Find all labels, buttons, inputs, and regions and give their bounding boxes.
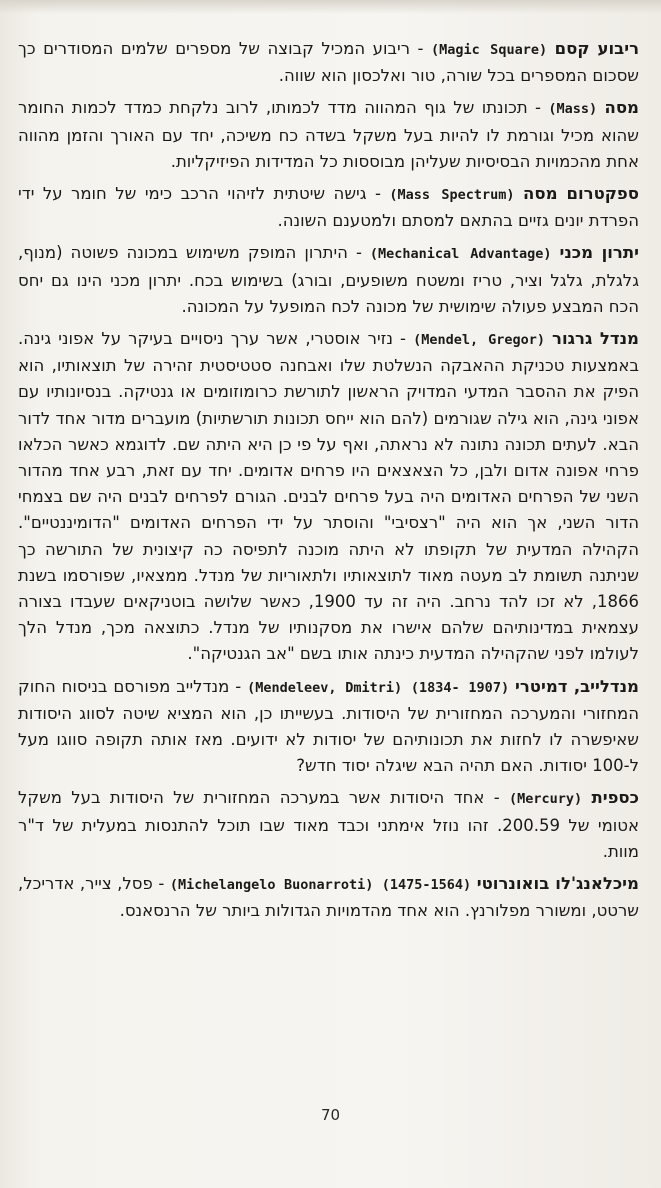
entry-latin: (Mendeleev, Dmitri) (1834- 1907): [247, 679, 510, 696]
glossary-text: [18, 36, 639, 931]
entry-latin: (Michelangelo Buonarroti) (1475-1564): [169, 877, 472, 894]
glossary-entry-michelangelo: [18, 871, 639, 924]
entry-definition: - גישה שיטתית לזיהוי הרכב כימי של חומר על ידי הפרדת יונים גזיים בהתאם למסתם ולמטענם השונה.: [18, 184, 639, 231]
glossary-entry-magic-square: [18, 36, 639, 89]
entry-term: מנדל גרגור: [552, 329, 639, 349]
entry-definition: - תכונתו של גוף המהווה מדד לכמותו, לרוב נלקחת כמדד לכמות החומר שהוא מכיל וגורמת לו להיות בעל משקל בשדה כח משיכה, יחד עם האורך והזמן מהווה אחת מהכמויות הבסיסיות שעליהן מבוססות כל המדידות הפיזיקליות.: [18, 98, 639, 171]
entry-definition: - היתרון המופק משימוש במכונה פשוטה (מנוף, גלגלת, גלגל וציר, טריז ומשטח משופעים, ובורג) בשימוש בכח. יתרון מכני הינו גם יחס הכח המבצע פעולה שימושית של מכונה לכח המופעל על המכונה.: [18, 243, 639, 316]
entry-latin: (Mercury): [508, 791, 583, 808]
entry-definition: - אחד היסודות אשר במערכה המחזורית של היסודות בעל משקל אטומי של 200.59. זהו נוזל אימתני וכבד מאוד שבו תוכל להתנסות במעלית של ד"ר מוות.: [18, 788, 640, 861]
glossary-entry-mechanical-advantage: [18, 240, 639, 320]
entry-latin: (Mechanical Advantage): [369, 246, 552, 263]
entry-term: מיכלאנג'לו בואונרוטי: [476, 874, 639, 894]
entry-latin: (Mass Spectrum): [389, 187, 515, 204]
entry-definition: - פסל, צייר, אדריכל, שרטט, ומשורר מפלורנץ. הוא אחד מהדמויות הגדולות ביותר של הרנסאנס.: [18, 874, 639, 921]
entry-latin: (Mass): [548, 101, 598, 118]
glossary-entry-mass-spectrum: [18, 181, 639, 234]
glossary-entry-mendel: [18, 326, 639, 668]
glossary-entry-mercury: [18, 785, 639, 865]
entry-definition: - נזיר אוסטרי, אשר ערך ניסויים בעיקר על אפוני גינה. באמצעות טכניקת ההאבקה הנשלטת שלו ואבחנה סטטיסטית זהירה של תוצאותיו, הוא הפיק את ההסבר המדעי המדויק הראשון לתורשת כרומוזומים או גנטיקה. בנסיונותיו עם אפוני גינה, הוא גילה שגורמים (להם הוא ייחס תכונות תורשתיות) מועברים מדור אחד לדור הבא. לעתים תכונה נתונה לא נראתה, ואף על פי כן היא היתה שם. לדוגמא כאשר הכלאו פרחי אפונה אדום ולבן, כל הצאצאים היו פרחים אדומים. יחד עם זאת, רבע אחד מהדור השני של הפרחים האדומים היה בעל פרחים לבנים. הגורם לפרחים לבנים היה שם בצמחי הדור השני, אך הוא היה "רצסיבי" והוסתר על ידי הפרחים האדומים "הדומיננטיים". הקהילה המדעית של תקופתו לא היתה מוכנה לתפיסה כה קיצונית של התורשה כך שניתנה תשומת לב מעטה מאוד לתוצאותיו ולתאוריות של מנדל. ממצאיו, שפורסמו בשנת 1866, לא זכו להד נרחב. היה זה עד 1900, כאשר שלושה בוטניקאים שעבדו בצורה עצמאית במדינותיהם שלהם אישרו את מסקנותיו של מנדל. כתוצאה מכך, מנדל הלך לעולמו לפני שהקהילה המדעית כינתה אותו בשם "אב הגנטיקה".: [18, 329, 639, 664]
entry-term: כספית: [591, 788, 639, 808]
entry-term: יתרון מכני: [559, 243, 639, 263]
page-number: 70: [320, 1106, 341, 1124]
page-top-edge: [0, 0, 661, 14]
entry-term: ריבוע קסם: [554, 39, 640, 58]
entry-term: מסה: [604, 98, 639, 118]
entry-definition: - מנדלייב מפורסם בניסוח החוק המחזורי והמערכה המחזורית של היסודות. בעשייתו כן, הוא המציא שיטה לסווג היסודות שאיפשרה לו לחזות את תכונותיהם של יסודות לא ידועים. מאז אותה תקופה סווגו מעל ל-100 יסודות. האם תהיה הבא שיגלה יסוד חדש?: [18, 676, 639, 776]
entry-term: מנדלייב, דמיטרי: [514, 676, 639, 696]
entry-latin: (Magic Square): [431, 42, 548, 58]
entry-definition: - ריבוע המכיל קבוצה של מספרים שלמים המסודרים כך שסכום המספרים בכל שורה, טור ואלכסון הוא שווה.: [18, 39, 639, 86]
glossary-entry-mendeleev: [18, 674, 639, 780]
entry-term: ספקטרום מסה: [523, 184, 639, 204]
entry-latin: (Mendel, Gregor): [413, 332, 545, 349]
glossary-entry-mass: [18, 95, 639, 175]
